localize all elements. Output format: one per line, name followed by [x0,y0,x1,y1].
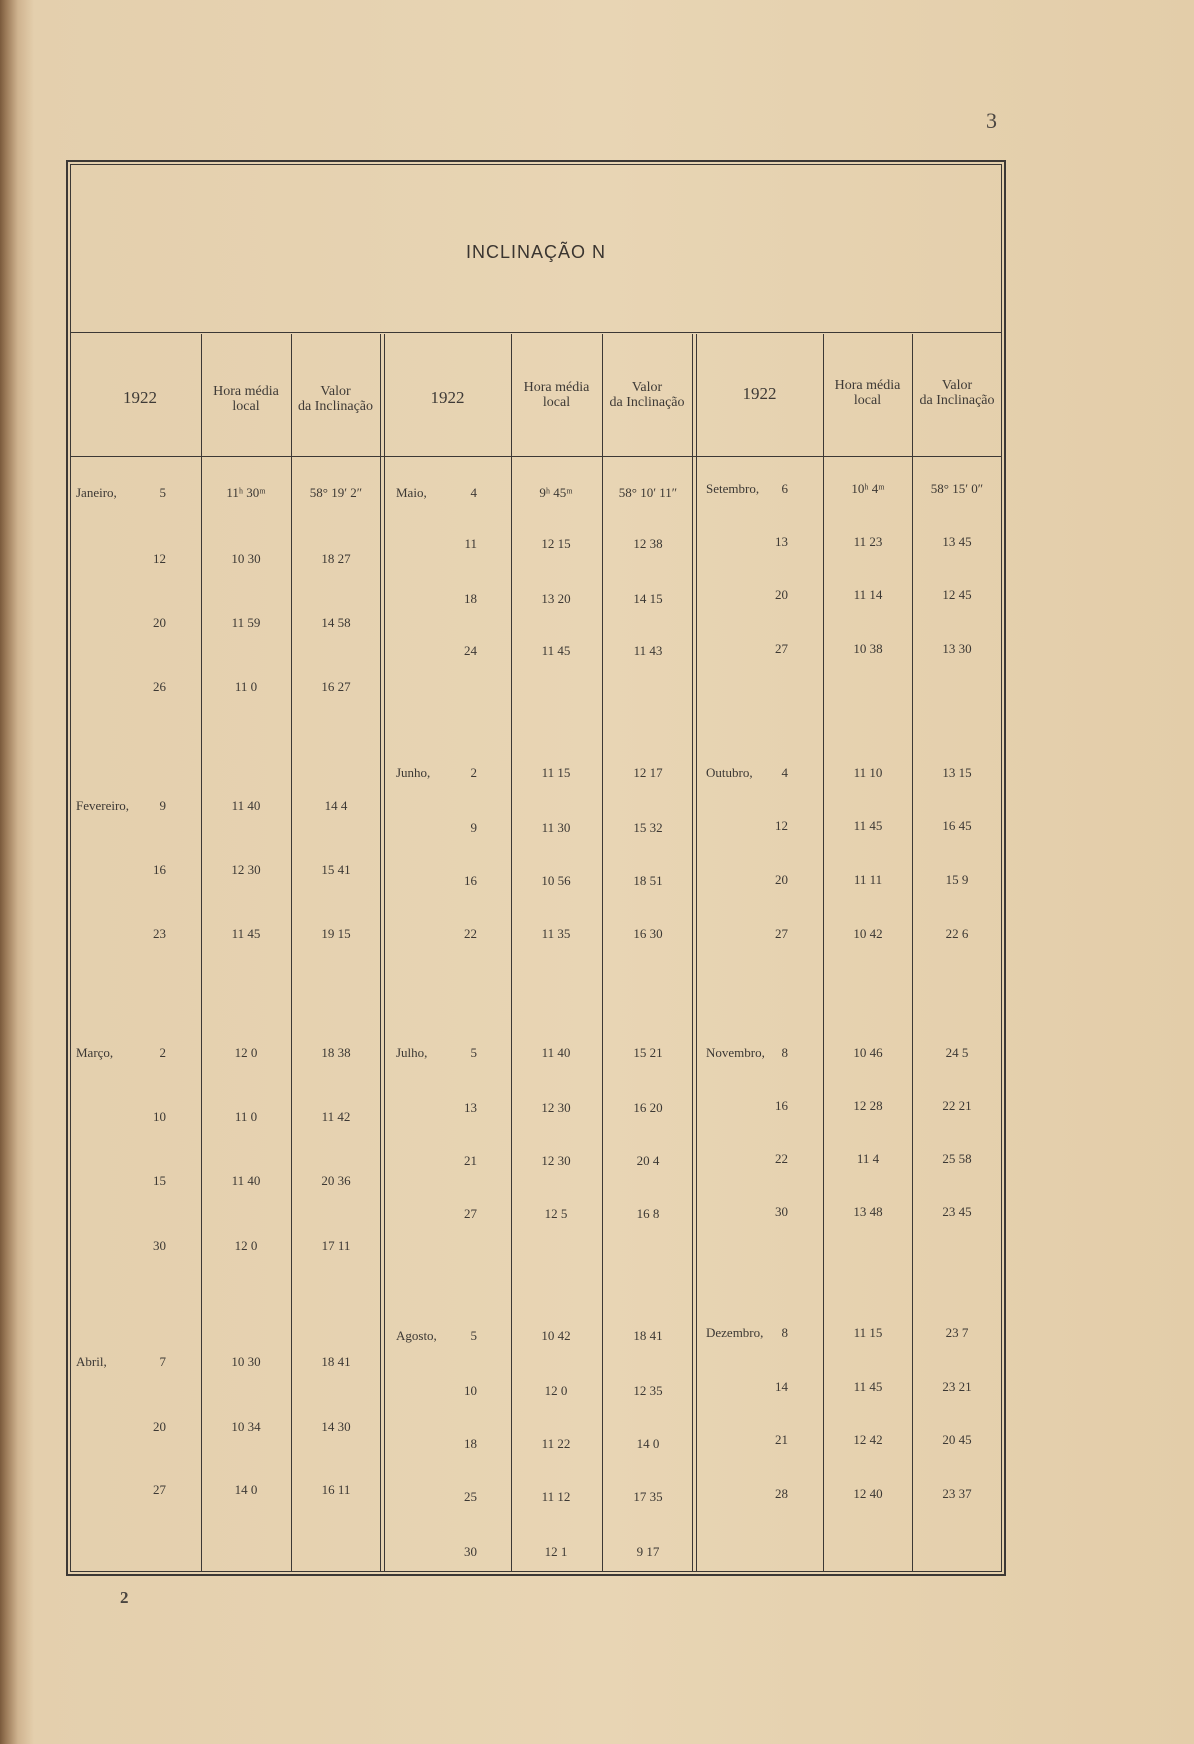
day-cell: 15 [153,1173,166,1188]
column-rule [912,334,913,1572]
column-rule [511,334,512,1572]
valor-cell: 16 30 [633,926,663,941]
day-cell: 20 [153,615,166,630]
hora-cell: 13 48 [853,1204,883,1219]
hora-cell: 12 15 [541,536,571,551]
column-rule [823,334,824,1572]
day-cell: 20 [775,872,788,887]
month-label: Fevereiro, [76,798,130,813]
month-label: Outubro, [706,765,753,780]
valor-cell: 18 27 [321,551,351,566]
month-label: Setembro, [706,481,760,496]
hora-cell: 10 34 [231,1419,261,1434]
day-cell: 25 [464,1489,477,1504]
hora-cell: 12 40 [853,1486,883,1501]
hora-cell: 11 35 [541,926,571,941]
header-valor-line1: Valor [631,380,663,395]
hora-cell: 10 30 [231,551,261,566]
hora-cell: 11 45 [231,926,261,941]
day-cell: 13 [464,1100,477,1115]
day-cell: 21 [464,1153,477,1168]
valor-cell: 17 35 [633,1489,663,1504]
month-label: Julho, [396,1045,428,1060]
valor-cell: 18 41 [633,1328,663,1343]
header-hora-line2: local [853,393,882,408]
valor-cell: 19 15 [321,926,351,941]
valor-cell: 20 4 [636,1153,660,1168]
valor-cell: 22 6 [945,926,969,941]
valor-cell: 18 41 [321,1354,351,1369]
day-cell: 4 [470,485,477,500]
day-cell: 14 [775,1379,788,1394]
valor-cell: 13 30 [942,641,972,656]
month-label: Março, [76,1045,114,1060]
valor-cell: 23 21 [942,1379,972,1394]
valor-cell: 15 32 [633,820,663,835]
valor-cell: 13 15 [942,765,972,780]
hora-cell: 12 0 [234,1238,258,1253]
month-label: Abril, [76,1354,107,1369]
month-label: Junho, [396,765,431,780]
day-cell: 16 [775,1098,788,1113]
valor-cell: 23 7 [945,1325,969,1340]
column-rule [201,334,202,1572]
hora-cell: 10 46 [853,1045,883,1060]
header-valor-line2: da Inclinação [297,399,373,414]
valor-cell: 23 45 [942,1204,972,1219]
valor-cell: 20 45 [942,1432,972,1447]
header-hora-line2: local [232,399,260,414]
valor-cell: 15 9 [945,872,969,887]
header-hora-line2: local [542,395,571,410]
hora-cell: 10 30 [231,1354,261,1369]
valor-cell: 16 11 [321,1482,351,1497]
column-rule [602,334,603,1572]
valor-cell: 58° 19′ 2″ [309,485,363,500]
valor-cell: 17 11 [321,1238,351,1253]
hora-cell: 12 0 [544,1383,568,1398]
hora-cell: 11 12 [541,1489,571,1504]
valor-cell: 12 45 [942,587,972,602]
valor-cell: 15 41 [321,862,351,877]
title-rule [70,332,1002,333]
day-cell: 20 [153,1419,166,1434]
hora-cell: 11 23 [853,534,883,549]
header-year: 1922 [430,388,465,407]
hora-cell: 12 28 [853,1098,883,1113]
day-cell: 22 [464,926,477,941]
day-cell: 18 [464,591,477,606]
valor-cell: 12 35 [633,1383,663,1398]
header-hora-line1: Hora média [213,384,279,399]
valor-cell: 22 21 [942,1098,972,1113]
hora-cell: 11ʰ 30ᵐ [226,485,266,500]
hora-cell: 11 40 [541,1045,571,1060]
day-cell: 2 [159,1045,166,1060]
day-cell: 5 [470,1328,477,1343]
valor-cell: 13 45 [942,534,972,549]
day-cell: 27 [464,1206,477,1221]
hora-cell: 11 45 [853,1379,883,1394]
page-number: 3 [986,108,997,133]
hora-cell: 14 0 [234,1482,258,1497]
valor-cell: 20 36 [321,1173,351,1188]
valor-cell: 12 38 [633,536,663,551]
header-rule [70,456,1002,457]
group-separator [384,334,385,1572]
column-rule [291,334,292,1572]
day-cell: 28 [775,1486,788,1501]
hora-cell: 13 20 [541,591,571,606]
hora-cell: 10 42 [853,926,883,941]
valor-cell: 9 17 [636,1544,660,1559]
hora-cell: 11 40 [231,1173,261,1188]
group-separator [692,334,693,1572]
month-label: Dezembro, [706,1325,764,1340]
day-cell: 4 [781,765,788,780]
day-cell: 22 [775,1151,788,1166]
day-cell: 11 [464,536,477,551]
valor-cell: 16 8 [636,1206,660,1221]
day-cell: 2 [470,765,477,780]
month-label: Novembro, [706,1045,765,1060]
day-cell: 30 [464,1544,477,1559]
day-cell: 27 [775,641,788,656]
hora-cell: 12 1 [544,1544,568,1559]
hora-cell: 12 42 [853,1432,883,1447]
day-cell: 16 [464,873,477,888]
hora-cell: 11 4 [856,1151,880,1166]
header-year: 1922 [742,384,777,403]
day-cell: 10 [153,1109,166,1124]
hora-cell: 11 30 [541,820,571,835]
valor-cell: 16 45 [942,818,972,833]
day-cell: 26 [153,679,166,694]
valor-cell: 14 15 [633,591,663,606]
hora-cell: 11 10 [853,765,883,780]
hora-cell: 11 14 [853,587,883,602]
group-separator [380,334,381,1572]
day-cell: 27 [775,926,788,941]
valor-cell: 11 43 [633,643,663,658]
valor-cell: 14 30 [321,1419,351,1434]
day-cell: 5 [159,485,166,500]
month-label: Janeiro, [76,485,117,500]
day-cell: 12 [775,818,788,833]
day-cell: 8 [781,1325,788,1340]
day-cell: 7 [159,1354,166,1369]
day-cell: 27 [153,1482,166,1497]
valor-cell: 24 5 [945,1045,969,1060]
valor-cell: 16 20 [633,1100,663,1115]
valor-cell: 18 51 [633,873,663,888]
day-cell: 5 [470,1045,477,1060]
hora-cell: 10ʰ 4ᵐ [851,481,885,496]
day-cell: 20 [775,587,788,602]
hora-cell: 11 59 [231,615,261,630]
month-label: Agosto, [396,1328,437,1343]
hora-cell: 11 0 [234,1109,258,1124]
header-hora-line1: Hora média [834,378,901,393]
hora-cell: 11 15 [853,1325,883,1340]
hora-cell: 11 40 [231,798,261,813]
valor-cell: 25 58 [942,1151,972,1166]
header-year: 1922 [123,388,157,407]
day-cell: 23 [153,926,166,941]
hora-cell: 10 42 [541,1328,571,1343]
header-valor-line1: Valor [320,384,351,399]
valor-cell: 14 0 [636,1436,660,1451]
hora-cell: 12 30 [541,1100,571,1115]
day-cell: 21 [775,1432,788,1447]
valor-cell: 23 37 [942,1486,972,1501]
day-cell: 18 [464,1436,477,1451]
valor-cell: 16 27 [321,679,351,694]
hora-cell: 11 15 [541,765,571,780]
day-cell: 8 [781,1045,788,1060]
group-separator [696,334,697,1572]
valor-cell: 14 4 [324,798,348,813]
hora-cell: 11 45 [853,818,883,833]
header-valor-line2: da Inclinação [919,393,995,408]
day-cell: 13 [775,534,788,549]
hora-cell: 12 30 [541,1153,571,1168]
header-hora-line1: Hora média [523,380,590,395]
day-cell: 16 [153,862,166,877]
hora-cell: 11 0 [234,679,258,694]
day-cell: 24 [464,643,477,658]
hora-cell: 12 5 [544,1206,568,1221]
valor-cell: 58° 15′ 0″ [930,481,984,496]
valor-cell: 18 38 [321,1045,351,1060]
hora-cell: 12 30 [231,862,261,877]
hora-cell: 12 0 [234,1045,258,1060]
day-cell: 9 [159,798,166,813]
day-cell: 30 [775,1204,788,1219]
valor-cell: 58° 10′ 11″ [618,485,678,500]
hora-cell: 11 11 [853,872,883,887]
valor-cell: 14 58 [321,615,351,630]
footer-number: 2 [120,1588,129,1607]
hora-cell: 9ʰ 45ᵐ [539,485,573,500]
hora-cell: 11 22 [541,1436,571,1451]
header-valor-line1: Valor [941,378,973,393]
month-label: Maio, [396,485,427,500]
header-valor-line2: da Inclinação [609,395,685,410]
hora-cell: 10 38 [853,641,883,656]
page-title: INCLINAÇÃO N [465,242,607,262]
hora-cell: 10 56 [541,873,571,888]
day-cell: 12 [153,551,166,566]
day-cell: 30 [153,1238,166,1253]
day-cell: 10 [464,1383,477,1398]
valor-cell: 15 21 [633,1045,663,1060]
valor-cell: 11 42 [321,1109,351,1124]
day-cell: 9 [470,820,477,835]
hora-cell: 11 45 [541,643,571,658]
valor-cell: 12 17 [633,765,663,780]
day-cell: 6 [781,481,788,496]
